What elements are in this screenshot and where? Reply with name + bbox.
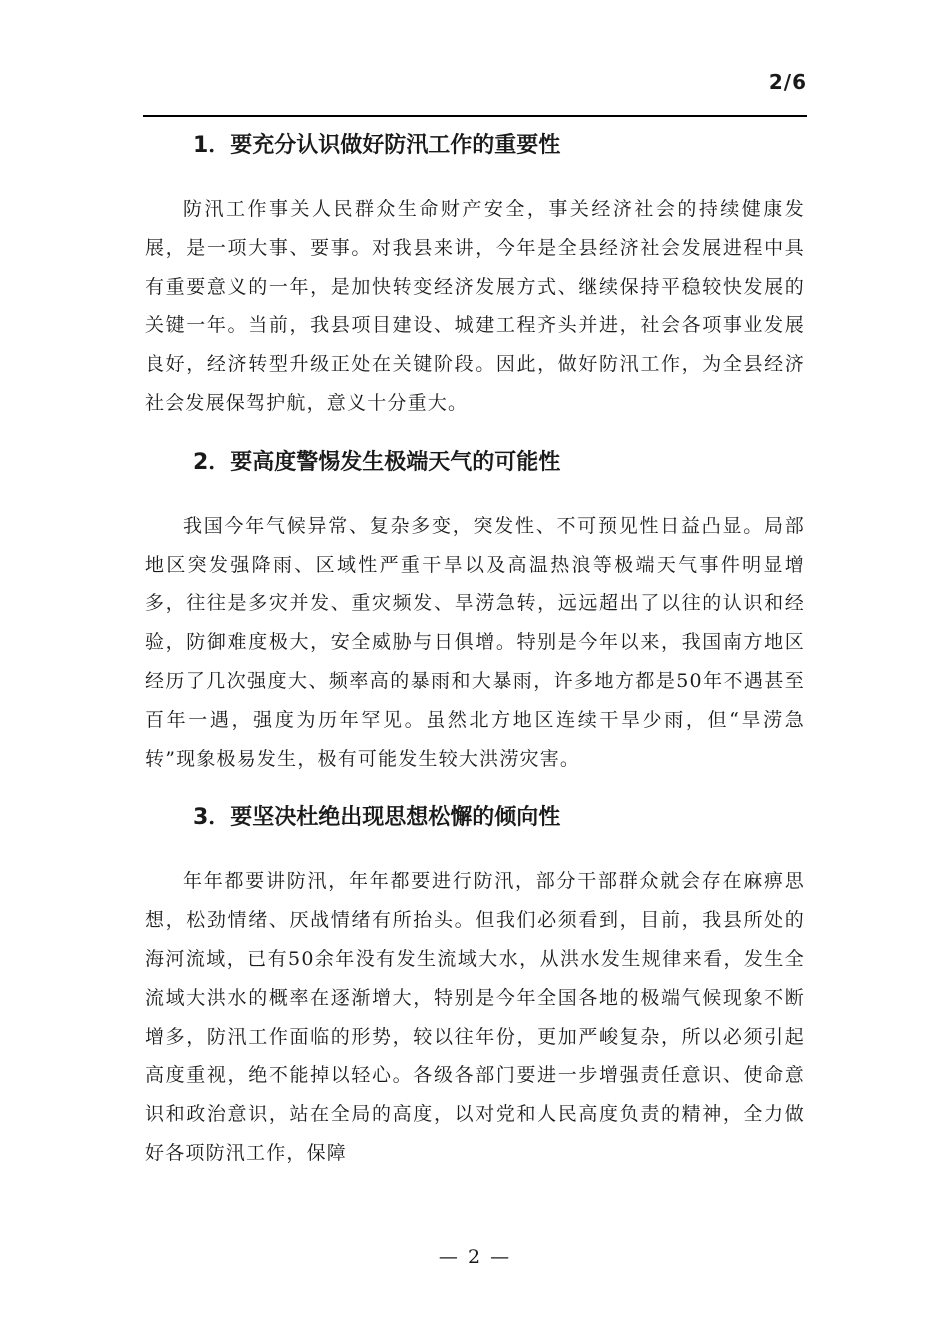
section-heading-3: 3．要坚决杜绝出现思想松懈的倾向性 [193,805,561,831]
header-divider [143,115,807,117]
section-heading-2: 2．要高度警惕发生极端天气的可能性 [193,449,561,475]
section-heading-1: 1．要充分认识做好防汛工作的重要性 [193,133,561,158]
page-number-footer: — 2 — [438,1246,512,1268]
section-paragraph-2: 我国今年气候异常、复杂多变，突发性、不可预见性日益凸显。局部地区突发强降雨、区域性严重干旱以及高温热浪等极端天气事件明显增多，往往是多灾并发、重灾频发、旱涝急转，远远超出了以往的认识和经验，防御难度极大，安全威胁与日俱增。特别是今年以来，我国南方地区经历了几次强度大、频率高的暴雨和大暴雨，许多地方都是50年不遇甚至百年一遇，强度为历年罕见。虽然北方地区连续干旱少雨，但“旱涝急转”现象极易发生，极有可能发生较大洪涝灾害。 [145,514,805,770]
section-paragraph-1: 防汛工作事关人民群众生命财产安全，事关经济社会的持续健康发展，是一项大事、要事。对我县来讲，今年是全县经济社会发展进程中具有重要意义的一年，是加快转变经济发展方式、继续保持平稳较快发展的关键一年。当前，我县项目建设、城建工程齐头并进，社会各项事业发展良好，经济转型升级正处在关键阶段。因此，做好防汛工作，为全县经济社会发展保驾护航，意义十分重大。 [145,198,805,414]
section-paragraph-3: 年年都要讲防汛，年年都要进行防汛，部分干部群众就会存在麻痹思想，松劲情绪、厌战情绪有所抬头。但我们必须看到，目前，我县所处的海河流域，已有50余年没有发生流域大水，从洪水发生规律来看，发生全流域大洪水的概率在逐渐增大，特别是今年全国各地的极端气候现象不断增多，防汛工作面临的形势，较以往年份，更加严峻复杂，所以必须引起高度重视，绝不能掉以轻心。各级各部门要进一步增强责任意识、使命意识和政治意识，站在全局的高度，以对党和人民高度负责的精神，全力做好各项防汛工作，保障 [145,870,805,1164]
page-counter: 2/6 [768,70,807,94]
document-body [145,122,805,1173]
